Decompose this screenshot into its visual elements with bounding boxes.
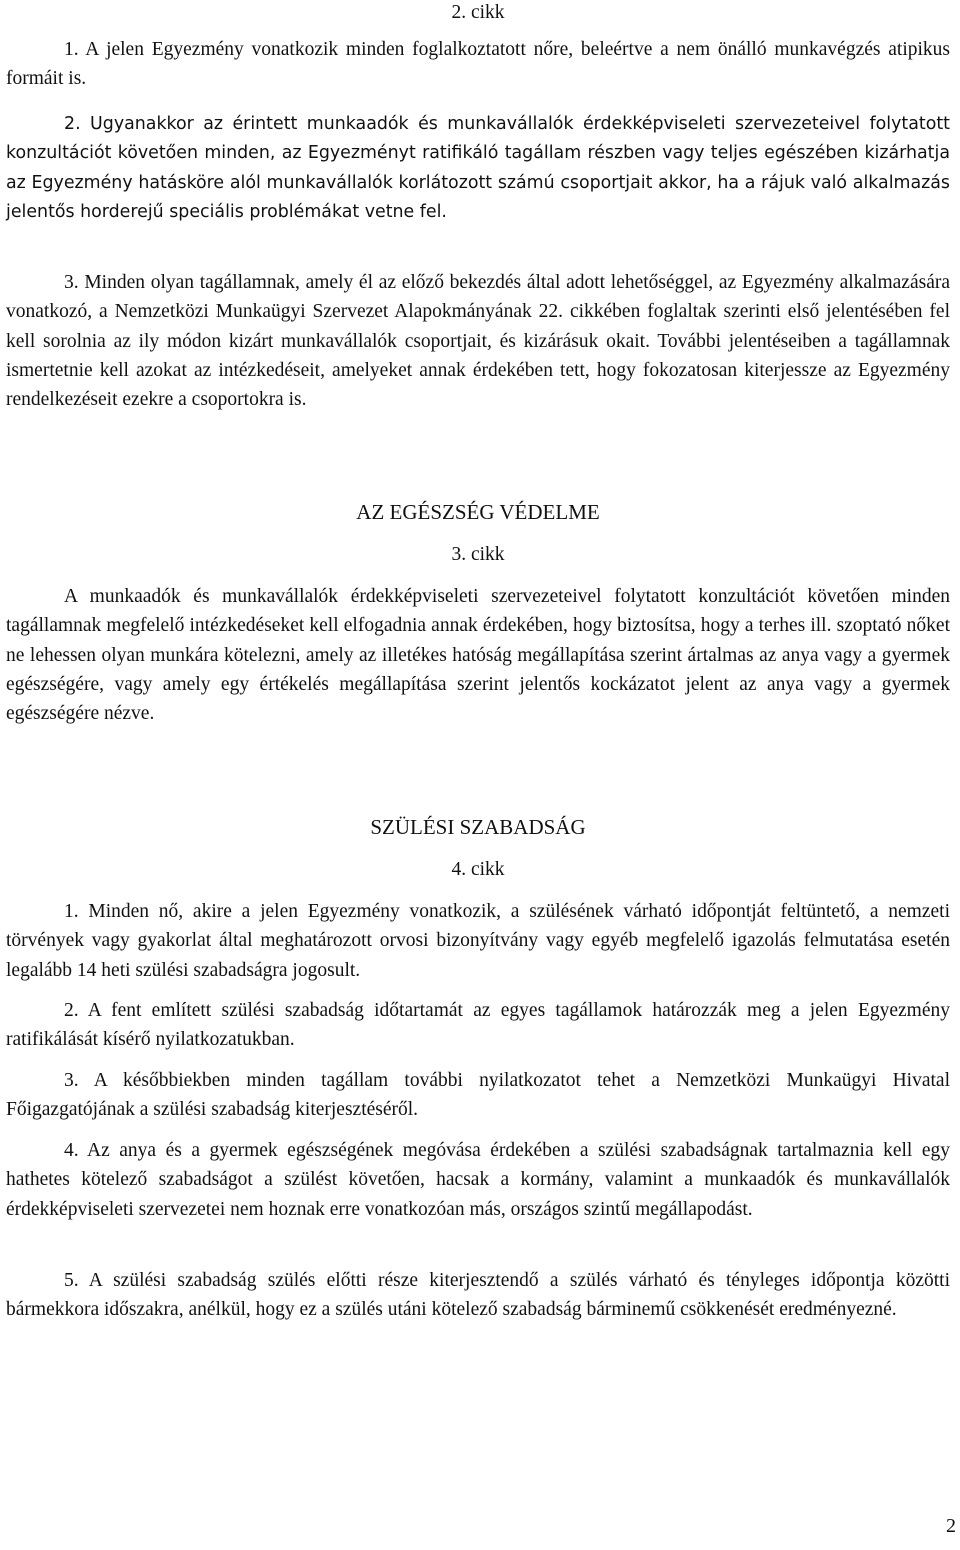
- article-4-paragraph-4: 4. Az anya és a gyermek egészségének megóvása érdekében a szülési szabadságnak tartalmaznia kell egy hathetes kötelező szabadságot a szülést követően, hacsak a kormány, valamint a munkaadók és munkavállalók érdekképviseleti szervezetei nem hoznak erre vonatkozóan más, országos szintű megállapodást.: [6, 1140, 950, 1220]
- article-4-paragraph-5: 5. A szülési szabadság szülés előtti része kiterjesztendő a szülés várható és tényleges időpontja közötti bármekkora időszakra, anélkül, hogy ez a szülés utáni kötelező szabadság bárminemű csökkenését eredményezné.: [6, 1270, 950, 1321]
- section-heading-health-protection: AZ EGÉSZSÉG VÉDELME: [356, 500, 600, 524]
- article-4-paragraph-3: 3. A későbbiekben minden tagállam további nyilatkozatot tehet a Nemzetközi Munkaügyi Hivatal Főigazgatójának a szülési szabadság kiterjesztéséről.: [6, 1070, 950, 1121]
- article-2-paragraph-3: 3. Minden olyan tagállamnak, amely él az előző bekezdés által adott lehetőséggel, az Egyezmény alkalmazására vonatkozó, a Nemzetközi Munkaügyi Szervezet Alapokmányának 22. cikkében foglaltak szerinti első jelentésében fel kell sorolnia az ily módon kizárt munkavállalók csoportjait, és kizárásuk okait. További jelentéseiben a tagállamnak ismertetnie kell azokat az intézkedéseit, amelyeket annak érdekében tett, hogy fokozatosan kiterjessze az Egyezmény rendelkezéseit ezekre a csoportokra is.: [6, 272, 950, 411]
- article-4-paragraph-1: 1. Minden nő, akire a jelen Egyezmény vonatkozik, a szülésének várható időpontját feltüntető, a nemzeti törvények vagy gyakorlat által meghatározott orvosi bizonyítvány vagy egyéb megfelelő igazolás felmutatása esetén legalább 14 heti szülési szabadságra jogosult.: [6, 901, 950, 981]
- article-4-title: 4. cikk: [451, 859, 505, 880]
- page-number: 2: [946, 1515, 956, 1537]
- article-3-title: 3. cikk: [451, 544, 505, 565]
- section-heading-maternity-leave: SZÜLÉSI SZABADSÁG: [370, 815, 586, 839]
- article-4-paragraph-2: 2. A fent említett szülési szabadság időtartamát az egyes tagállamok határozzák meg a jelen Egyezmény ratifikálását kísérő nyilatkozatukban.: [6, 1000, 950, 1051]
- article-2-title: 2. cikk: [451, 2, 505, 23]
- article-2-paragraph-2: 2. Ugyanakkor az érintett munkaadók és munkavállalók érdekképviseleti szervezeteivel folytatott konzultációt követően minden, az Egyezményt ratifikáló tagállam részben vagy teljes egészében kizárhatja az Egyezmény hatásköre alól munkavállalók korlátozott számú csoportjait akkor, ha a rájuk való alkalmazás jelentős horderejű speciális problémákat vetne fel.: [6, 114, 950, 222]
- article-3-paragraph-1: A munkaadók és munkavállalók érdekképviseleti szervezeteivel folytatott konzultációt követően minden tagállamnak megfelelő intézkedéseket kell elfogadnia annak érdekében, hogy biztosítsa, hogy a terhes ill. szoptató nőket ne lehessen olyan munkára kötelezni, amely az illetékes hatóság megállapítása szerint ártalmas az anya vagy a gyermek egészségére, vagy amely egy értékelés megállapítása szerint jelentős kockázatot jelent az anya vagy a gyermek egészségére nézve.: [6, 586, 950, 725]
- article-2-paragraph-1: 1. A jelen Egyezmény vonatkozik minden foglalkoztatott nőre, beleértve a nem önálló munkavégzés atipikus formáit is.: [6, 39, 950, 90]
